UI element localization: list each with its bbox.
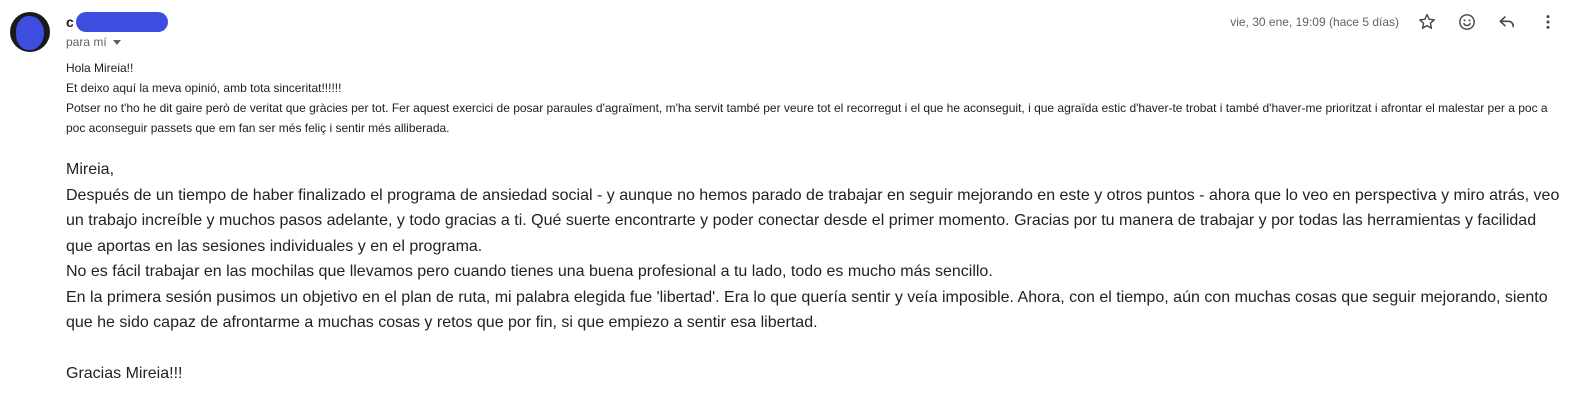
sender-redaction: [76, 12, 168, 32]
body-paragraph: Después de un tiempo de haber finalizado el programa de ansiedad social - y aunque no hemos parado de trabajar en seguir mejorando en este y otros puntos - ahora que lo veo en perspectiva y miro atrás, veo un trabajo increíble y muchos pasos adelante, y todo gracias a ti. Qué suerte encontrarte y poder conectar desde el primer momento. Gracias por tu manera de trabajar y por todas las herramientas y facilidad que aportas en las sesiones individuales y en el programa.: [66, 186, 1560, 255]
closing-line: Gracias Mireia!!!: [66, 364, 183, 382]
body-line: Et deixo aquí la meva opinió, amb tota sinceritat!!!!!!: [66, 81, 342, 95]
more-vert-icon[interactable]: [1536, 10, 1560, 34]
avatar[interactable]: [10, 12, 50, 52]
recipient-label: para mí: [66, 35, 107, 49]
body-paragraph: No es fácil trabajar en las mochilas que llevamos pero cuando tienes una buena profesional a tu lado, todo es mucho más sencillo.: [66, 263, 993, 280]
message-body: [66, 58, 1561, 386]
catalan-section: [66, 58, 1561, 138]
star-icon[interactable]: [1415, 10, 1439, 34]
salutation: Mireia,: [66, 161, 115, 178]
recipient-details-toggle[interactable]: [66, 35, 121, 49]
avatar-redaction: [16, 16, 44, 50]
reply-icon[interactable]: [1495, 10, 1519, 34]
body-paragraph: En la primera sesión pusimos un objetivo en el plan de ruta, mi palabra elegida fue 'libertad'. Era lo que quería sentir y veía imposible. Ahora, con el tiempo, aún con muchas cosas que seguir mejorando, siento que he sido capaz de afrontarme a muchas cosas y retos que por fin, si que empiezo a sentir esa libertad.: [66, 288, 1548, 331]
emoji-react-icon[interactable]: [1455, 10, 1479, 34]
sender-initial: c: [66, 14, 74, 30]
message-date: vie, 30 ene, 19:09 (hace 5 días): [1230, 15, 1399, 29]
message-actions: [1415, 10, 1580, 34]
greeting: Hola Mireia!!: [66, 61, 134, 75]
sender-name[interactable]: [66, 12, 168, 32]
caret-down-icon[interactable]: [113, 40, 121, 45]
body-paragraph: Potser no t'ho he dit gaire però de veritat que gràcies per tot. Fer aquest exercici de posar paraules d'agraïment, m'ha servit també per veure tot el recorregut i el que he aconseguit, i que agraïda estic d'haver-te trobat i també d'haver-me prioritzat i afrontar el malestar per a poc a poc aconseguir passets que em fan ser més feliç i sentir més alliberada.: [66, 101, 1548, 135]
spanish-section: [66, 157, 1561, 336]
